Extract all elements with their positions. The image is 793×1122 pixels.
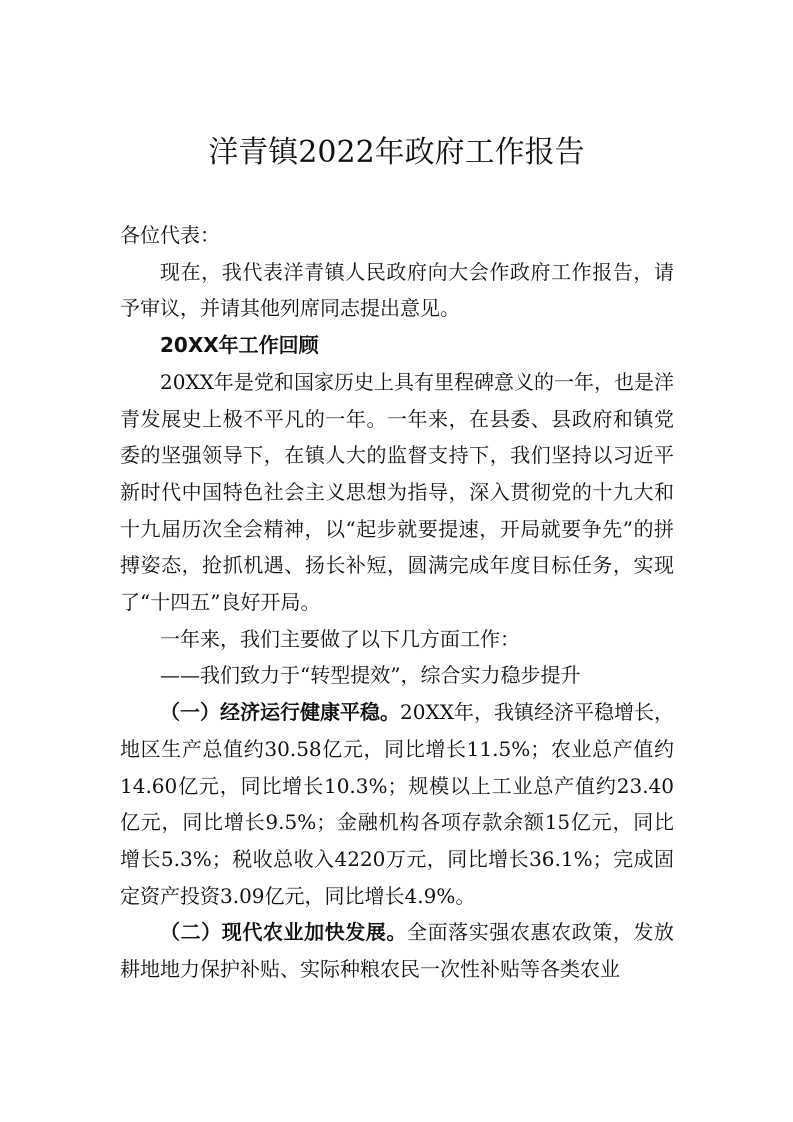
salutation: 各位代表：	[120, 223, 220, 247]
work-paragraph: 一年来，我们主要做了以下几方面工作：	[160, 626, 520, 651]
item1-lead: （一）经济运行健康平稳。	[160, 700, 401, 725]
intro-paragraph: 现在，我代表洋青镇人民政府向大会作政府工作报告，请予审议，并请其他列席同志提出意见。	[120, 259, 674, 321]
item1-text: 20XX年，我镇经济平稳增长，地区生产总值约30.58亿元，同比增长11.5%；农业总产值约14.60亿元，同比增长10.3%；规模以上工业总产值约23.40亿元，同比增长9.5%；金融机构各项存款余额15亿元，同比增长5.3%；税收总收入4220万元，同比增长36.1%；完成固定资产投资3.09亿元，同比增长4.9%。	[120, 700, 675, 908]
document-body	[120, 217, 674, 988]
document-title: 洋青镇2022年政府工作报告	[208, 135, 585, 170]
item2-paragraph	[120, 914, 674, 987]
item1-paragraph	[120, 694, 674, 914]
section-heading: 20XX年工作回顾	[160, 333, 319, 358]
item2-text: 全面落实强农惠农政策，发放耕地地力保护补贴、实际种粮农民一次性补贴等各类农业	[120, 920, 674, 982]
subheading: ——我们致力于“转型提效”，综合实力稳步提升	[160, 663, 581, 688]
review-paragraph: 20XX年是党和国家历史上具有里程碑意义的一年，也是洋青发展史上极不平凡的一年。一年来，在县委、县政府和镇党委的坚强领导下，在镇人大的监督支持下，我们坚持以习近平新时代中国特色社会主义思想为指导，深入贯彻党的十九大和十九届历次全会精神，以“起步就要提速，开局就要争先”的拼搏姿态，抢抓机遇、扬长补短，圆满完成年度目标任务，实现了“十四五”良好开局。	[120, 369, 674, 615]
item2-lead: （二）现代农业加快发展。	[160, 920, 407, 945]
